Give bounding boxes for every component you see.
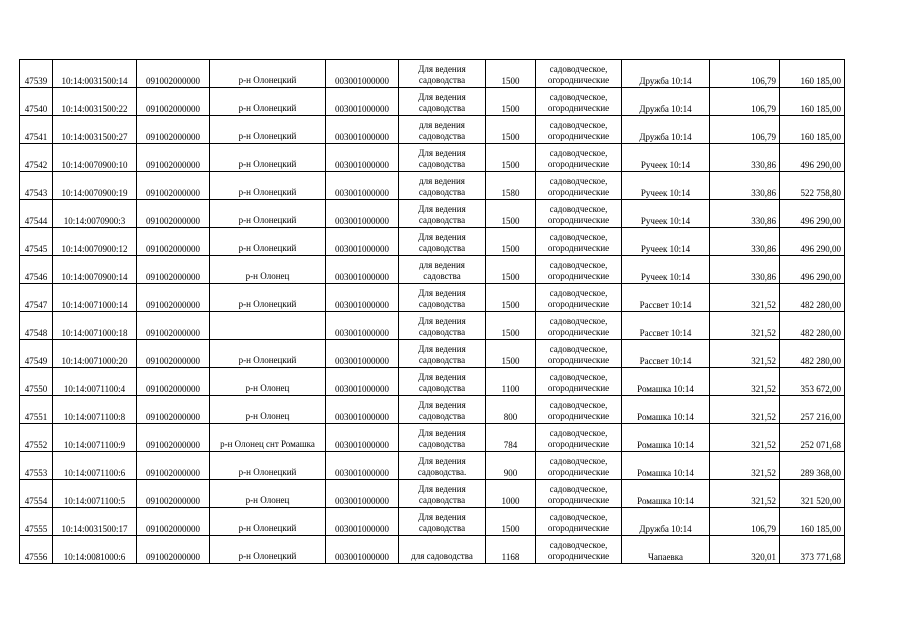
cadastral-rate-cell: 106,79 [710,60,780,88]
row-number-cell: 47547 [20,284,53,312]
okato-code-cell: 091002000000 [137,116,210,144]
table-row [20,480,845,508]
area-cell: 1580 [486,172,536,200]
permitted-use-cell: для ведения садоводства [399,172,486,200]
cadastral-number-cell: 10:14:0081000:6 [53,536,137,564]
row-number-cell: 47552 [20,424,53,452]
okato-code-cell: 091002000000 [137,312,210,340]
cadastral-number-cell: 10:14:0031500:27 [53,116,137,144]
okato-code-cell: 091002000000 [137,508,210,536]
cadastral-value-cell: 289 368,00 [780,452,845,480]
address-cell: р-н Олонецкий [210,172,326,200]
cadastral-rate-cell: 330,86 [710,172,780,200]
cadastral-number-cell: 10:14:0070900:12 [53,228,137,256]
settlement-cell: Ромашка 10:14 [622,452,710,480]
land-category-cell: садоводческое, огороднические [536,480,622,508]
cadastral-rate-cell: 106,79 [710,88,780,116]
permitted-use-cell: Для ведения садоводства [399,480,486,508]
area-cell: 1500 [486,144,536,172]
permitted-use-cell: для садоводства [399,536,486,564]
cadastral-number-cell: 10:14:0071100:9 [53,424,137,452]
table-row [20,256,845,284]
table-row [20,60,845,88]
settlement-cell: Дружба 10:14 [622,116,710,144]
category-code-cell: 003001000000 [326,312,399,340]
settlement-cell: Ручеек 10:14 [622,144,710,172]
okato-code-cell: 091002000000 [137,340,210,368]
permitted-use-cell: Для ведения садоводства [399,60,486,88]
settlement-cell: Ромашка 10:14 [622,424,710,452]
address-cell: р-н Олонецкий [210,452,326,480]
cadastral-value-cell: 482 280,00 [780,284,845,312]
category-code-cell: 003001000000 [326,536,399,564]
cadastral-number-cell: 10:14:0070900:19 [53,172,137,200]
settlement-cell: Рассвет 10:14 [622,284,710,312]
land-category-cell: садоводческое, огороднические [536,536,622,564]
okato-code-cell: 091002000000 [137,536,210,564]
land-category-cell: садоводческое, огороднические [536,508,622,536]
okato-code-cell: 091002000000 [137,396,210,424]
land-category-cell: садоводческое, огороднические [536,200,622,228]
address-cell: р-н Олонецкий [210,536,326,564]
address-cell: р-н Олонецкий [210,200,326,228]
address-cell: р-н Олонецкий [210,340,326,368]
row-number-cell: 47544 [20,200,53,228]
table-row [20,396,845,424]
cadastral-rate-cell: 330,86 [710,144,780,172]
cadastral-value-cell: 353 672,00 [780,368,845,396]
land-category-cell: садоводческое, огороднические [536,312,622,340]
cadastral-value-cell: 522 758,80 [780,172,845,200]
table-row [20,368,845,396]
category-code-cell: 003001000000 [326,480,399,508]
area-cell: 784 [486,424,536,452]
area-cell: 1000 [486,480,536,508]
land-category-cell: садоводческое, огороднические [536,172,622,200]
category-code-cell: 003001000000 [326,424,399,452]
land-category-cell: садоводческое, огороднические [536,340,622,368]
land-category-cell: садоводческое, огороднические [536,228,622,256]
table-row [20,200,845,228]
okato-code-cell: 091002000000 [137,228,210,256]
area-cell: 1500 [486,284,536,312]
land-category-cell: садоводческое, огороднические [536,88,622,116]
table-row [20,228,845,256]
permitted-use-cell: Для ведения садоводства [399,340,486,368]
category-code-cell: 003001000000 [326,368,399,396]
permitted-use-cell: Для ведения садоводства [399,508,486,536]
area-cell: 1500 [486,88,536,116]
cadastral-rate-cell: 106,79 [710,116,780,144]
row-number-cell: 47549 [20,340,53,368]
area-cell: 1500 [486,60,536,88]
row-number-cell: 47551 [20,396,53,424]
settlement-cell: Ромашка 10:14 [622,480,710,508]
area-cell: 1100 [486,368,536,396]
okato-code-cell: 091002000000 [137,60,210,88]
address-cell [210,312,326,340]
table-row [20,424,845,452]
category-code-cell: 003001000000 [326,452,399,480]
settlement-cell: Ручеек 10:14 [622,200,710,228]
land-category-cell: садоводческое, огороднические [536,452,622,480]
row-number-cell: 47545 [20,228,53,256]
address-cell: р-н Олонецкий [210,116,326,144]
settlement-cell: Рассвет 10:14 [622,340,710,368]
category-code-cell: 003001000000 [326,172,399,200]
okato-code-cell: 091002000000 [137,480,210,508]
address-cell: р-н Олонецкий [210,144,326,172]
okato-code-cell: 091002000000 [137,172,210,200]
area-cell: 1500 [486,200,536,228]
area-cell: 1500 [486,116,536,144]
settlement-cell: Ручеек 10:14 [622,172,710,200]
settlement-cell: Дружба 10:14 [622,508,710,536]
settlement-cell: Ромашка 10:14 [622,396,710,424]
okato-code-cell: 091002000000 [137,424,210,452]
cadastral-rate-cell: 106,79 [710,508,780,536]
cadastral-value-cell: 496 290,00 [780,144,845,172]
permitted-use-cell: Для ведения садоводства [399,368,486,396]
land-category-cell: садоводческое, огороднические [536,144,622,172]
row-number-cell: 47555 [20,508,53,536]
settlement-cell: Дружба 10:14 [622,88,710,116]
category-code-cell: 003001000000 [326,60,399,88]
area-cell: 1500 [486,312,536,340]
permitted-use-cell: Для ведения садоводства [399,312,486,340]
category-code-cell: 003001000000 [326,200,399,228]
okato-code-cell: 091002000000 [137,88,210,116]
cadastral-rate-cell: 321,52 [710,396,780,424]
cadastral-number-cell: 10:14:0070900:10 [53,144,137,172]
land-category-cell: садоводческое, огороднические [536,284,622,312]
address-cell: р-н Олонец [210,396,326,424]
permitted-use-cell: для ведения садовства [399,256,486,284]
permitted-use-cell: Для ведения садоводства [399,144,486,172]
cadastral-value-cell: 160 185,00 [780,88,845,116]
settlement-cell: Ромашка 10:14 [622,368,710,396]
row-number-cell: 47554 [20,480,53,508]
table-row [20,172,845,200]
permitted-use-cell: Для ведения садоводства [399,396,486,424]
settlement-cell: Рассвет 10:14 [622,312,710,340]
land-category-cell: садоводческое, огороднические [536,60,622,88]
table-row [20,536,845,564]
land-category-cell: садоводческое, огороднические [536,424,622,452]
area-cell: 1500 [486,340,536,368]
row-number-cell: 47541 [20,116,53,144]
table-row [20,508,845,536]
land-category-cell: садоводческое, огороднические [536,256,622,284]
land-category-cell: садоводческое, огороднические [536,396,622,424]
table-row [20,452,845,480]
area-cell: 900 [486,452,536,480]
cadastral-rate-cell: 330,86 [710,200,780,228]
cadastral-value-cell: 373 771,68 [780,536,845,564]
permitted-use-cell: Для ведения садоводства [399,200,486,228]
permitted-use-cell: Для ведения садоводства. [399,452,486,480]
cadastral-rate-cell: 321,52 [710,424,780,452]
okato-code-cell: 091002000000 [137,200,210,228]
cadastral-value-cell: 496 290,00 [780,200,845,228]
land-plots-table [19,59,845,564]
cadastral-rate-cell: 330,86 [710,256,780,284]
table-row [20,284,845,312]
settlement-cell: Ручеек 10:14 [622,256,710,284]
permitted-use-cell: Для ведения садоводства [399,424,486,452]
cadastral-rate-cell: 321,52 [710,452,780,480]
cadastral-number-cell: 10:14:0031500:17 [53,508,137,536]
cadastral-number-cell: 10:14:0071100:4 [53,368,137,396]
okato-code-cell: 091002000000 [137,452,210,480]
okato-code-cell: 091002000000 [137,284,210,312]
address-cell: р-н Олонецкий [210,228,326,256]
address-cell: р-н Олонецкий [210,60,326,88]
table-row [20,312,845,340]
cadastral-number-cell: 10:14:0031500:14 [53,60,137,88]
category-code-cell: 003001000000 [326,228,399,256]
cadastral-number-cell: 10:14:0071000:20 [53,340,137,368]
row-number-cell: 47542 [20,144,53,172]
cadastral-rate-cell: 321,52 [710,480,780,508]
row-number-cell: 47539 [20,60,53,88]
area-cell: 800 [486,396,536,424]
row-number-cell: 47546 [20,256,53,284]
cadastral-number-cell: 10:14:0070900:3 [53,200,137,228]
row-number-cell: 47553 [20,452,53,480]
area-cell: 1500 [486,256,536,284]
settlement-cell: Чапаевка [622,536,710,564]
cadastral-value-cell: 160 185,00 [780,508,845,536]
document-page [19,59,845,564]
cadastral-number-cell: 10:14:0071100:5 [53,480,137,508]
table-row [20,116,845,144]
category-code-cell: 003001000000 [326,116,399,144]
area-cell: 1500 [486,508,536,536]
cadastral-value-cell: 482 280,00 [780,340,845,368]
cadastral-rate-cell: 321,52 [710,340,780,368]
cadastral-number-cell: 10:14:0071100:6 [53,452,137,480]
cadastral-value-cell: 496 290,00 [780,228,845,256]
table-row [20,144,845,172]
category-code-cell: 003001000000 [326,144,399,172]
cadastral-value-cell: 252 071,68 [780,424,845,452]
cadastral-number-cell: 10:14:0071100:8 [53,396,137,424]
land-category-cell: садоводческое, огороднические [536,116,622,144]
cadastral-number-cell: 10:14:0070900:14 [53,256,137,284]
address-cell: р-н Олонецкий [210,88,326,116]
category-code-cell: 003001000000 [326,396,399,424]
cadastral-value-cell: 321 520,00 [780,480,845,508]
cadastral-value-cell: 257 216,00 [780,396,845,424]
cadastral-rate-cell: 330,86 [710,228,780,256]
cadastral-value-cell: 160 185,00 [780,60,845,88]
address-cell: р-н Олонец [210,368,326,396]
address-cell: р-н Олонец [210,256,326,284]
cadastral-value-cell: 160 185,00 [780,116,845,144]
settlement-cell: Дружба 10:14 [622,60,710,88]
row-number-cell: 47550 [20,368,53,396]
category-code-cell: 003001000000 [326,256,399,284]
address-cell: р-н Олонец снт Ромашка [210,424,326,452]
cadastral-rate-cell: 321,52 [710,368,780,396]
cadastral-value-cell: 482 280,00 [780,312,845,340]
address-cell: р-н Олонецкий [210,284,326,312]
cadastral-value-cell: 496 290,00 [780,256,845,284]
category-code-cell: 003001000000 [326,340,399,368]
permitted-use-cell: Для ведения садоводства [399,228,486,256]
row-number-cell: 47548 [20,312,53,340]
category-code-cell: 003001000000 [326,508,399,536]
permitted-use-cell: Для ведения садоводства [399,284,486,312]
cadastral-rate-cell: 320,01 [710,536,780,564]
table-row [20,88,845,116]
row-number-cell: 47556 [20,536,53,564]
okato-code-cell: 091002000000 [137,144,210,172]
okato-code-cell: 091002000000 [137,256,210,284]
cadastral-number-cell: 10:14:0071000:18 [53,312,137,340]
permitted-use-cell: Для ведения садоводства [399,88,486,116]
cadastral-number-cell: 10:14:0071000:14 [53,284,137,312]
cadastral-number-cell: 10:14:0031500:22 [53,88,137,116]
table-body [20,60,845,564]
row-number-cell: 47543 [20,172,53,200]
okato-code-cell: 091002000000 [137,368,210,396]
row-number-cell: 47540 [20,88,53,116]
area-cell: 1500 [486,228,536,256]
address-cell: р-н Олонец [210,480,326,508]
category-code-cell: 003001000000 [326,88,399,116]
category-code-cell: 003001000000 [326,284,399,312]
permitted-use-cell: для ведения садоводства [399,116,486,144]
area-cell: 1168 [486,536,536,564]
cadastral-rate-cell: 321,52 [710,284,780,312]
table-row [20,340,845,368]
settlement-cell: Ручеек 10:14 [622,228,710,256]
cadastral-rate-cell: 321,52 [710,312,780,340]
address-cell: р-н Олонецкий [210,508,326,536]
land-category-cell: садоводческое, огороднические [536,368,622,396]
